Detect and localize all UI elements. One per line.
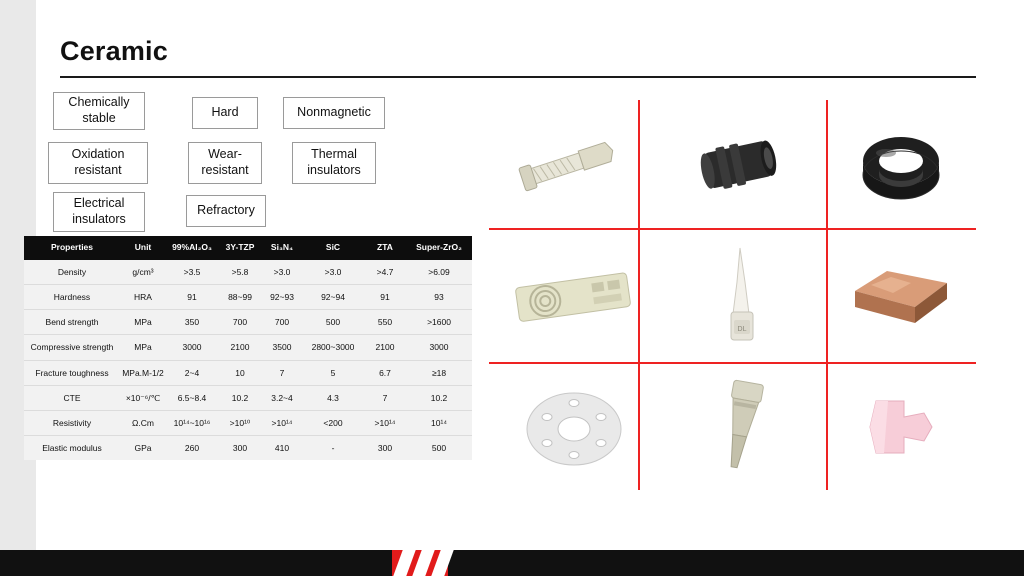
tag-label: Nonmagnetic <box>297 105 371 120</box>
table-cell-unit: ×10⁻⁶/℃ <box>120 385 166 410</box>
table-cell: 2800~3000 <box>302 335 364 360</box>
table-row <box>24 335 472 360</box>
table-cell: >4.7 <box>364 260 406 285</box>
table-cell: 300 <box>377 443 393 454</box>
table-cell: 700 <box>218 310 262 335</box>
table-cell: >3.5 <box>166 260 218 285</box>
table-cell: 91 <box>364 284 406 309</box>
tag-label: Thermal insulators <box>307 147 361 177</box>
table-cell-property: Compressive strength <box>24 335 120 360</box>
tag-hard <box>192 97 258 129</box>
table-cell: 3000 <box>166 335 218 360</box>
table-row <box>24 410 472 435</box>
ceramic-nozzle-photo <box>707 242 777 352</box>
table-cell: 7 <box>364 385 406 410</box>
table-cell: - <box>331 443 335 454</box>
tag-label: Electrical insulators <box>72 196 126 226</box>
table-cell: 5 <box>302 360 364 385</box>
table-cell: >10¹⁴ <box>364 410 406 435</box>
tag-label: Wear-resistant <box>201 147 249 177</box>
table-cell: ≥18 <box>406 360 472 385</box>
table-cell-unit: g/cm³ <box>120 260 166 285</box>
table-cell: 4.3 <box>302 385 364 410</box>
table-cell: 550 <box>364 310 406 335</box>
table-cell-property: Hardness <box>24 284 120 309</box>
table-cell: 3500 <box>262 335 302 360</box>
ceramic-cone-nozzle-photo <box>702 376 782 481</box>
photo-cell-3 <box>825 100 976 228</box>
table-header-cell: ZTA <box>364 236 406 260</box>
ceramic-pink-part-photo <box>846 383 956 473</box>
table-cell-unit: HRA <box>120 284 166 309</box>
table-cell: <200 <box>302 410 364 435</box>
ceramic-properties-table <box>24 236 472 460</box>
table-cell: 2100 <box>364 335 406 360</box>
table-cell: 500 <box>302 310 364 335</box>
table-cell: 260 <box>184 443 200 454</box>
table-header-cell: Properties <box>24 236 120 260</box>
page-title: Ceramic <box>60 36 168 66</box>
table-cell-property: Resistivity <box>24 410 120 435</box>
tag-label: Chemically stable <box>68 95 130 125</box>
table-cell: 91 <box>166 284 218 309</box>
grid-line-vertical-2 <box>826 100 828 490</box>
table-cell-property: Elastic modulus <box>42 443 102 454</box>
tag-wear-resistant <box>188 142 262 184</box>
table-cell: 3000 <box>406 335 472 360</box>
tag-label: Refractory <box>197 203 255 218</box>
table-cell: 500 <box>431 443 447 454</box>
table-header-cell: 99%Al₂O₃ <box>166 236 218 260</box>
table-header-cell: Unit <box>120 236 166 260</box>
grid-line-horizontal-2 <box>489 362 976 364</box>
table-cell: >10¹⁴ <box>262 410 302 435</box>
table-row <box>24 360 472 385</box>
table-row <box>24 385 472 410</box>
table-cell-unit: MPa <box>120 335 166 360</box>
table-cell-property: Fracture toughness <box>24 360 120 385</box>
tag-electrical-insulators <box>53 192 145 232</box>
table-header-cell: Super-ZrO₂ <box>406 236 472 260</box>
ceramic-bolt-photo <box>514 129 634 199</box>
table-cell: >5.8 <box>218 260 262 285</box>
table-cell: >3.0 <box>262 260 302 285</box>
photo-cell-7 <box>489 366 659 490</box>
product-photo-grid <box>489 100 976 490</box>
table-cell-unit: GPa <box>134 443 152 454</box>
grid-line-horizontal-1 <box>489 228 976 230</box>
table-cell: 7 <box>262 360 302 385</box>
table-cell-property: Bend strength <box>24 310 120 335</box>
table-row <box>24 260 472 285</box>
table-cell: >1600 <box>406 310 472 335</box>
table-cell: 350 <box>166 310 218 335</box>
table-cell: 410 <box>274 443 290 454</box>
photo-cell-4 <box>489 233 659 361</box>
tag-label: Oxidation resistant <box>71 147 125 177</box>
table-cell: >3.0 <box>302 260 364 285</box>
photo-cell-8 <box>664 366 819 490</box>
table-cell: 88~99 <box>218 284 262 309</box>
table-cell: >10¹⁰ <box>218 410 262 435</box>
bottom-black-bar-left <box>0 550 392 576</box>
table-row <box>24 284 472 309</box>
photo-cell-5 <box>664 233 819 361</box>
table-cell-property: CTE <box>24 385 120 410</box>
tag-thermal-insulators <box>292 142 376 184</box>
table-cell: 10.2 <box>406 385 472 410</box>
table-cell: 2~4 <box>166 360 218 385</box>
table-header-cell: 3Y-TZP <box>218 236 262 260</box>
table-cell-unit: MPa <box>120 310 166 335</box>
photo-cell-2 <box>664 100 819 228</box>
table-cell: 92~94 <box>302 284 364 309</box>
tag-chemically-stable <box>53 92 145 130</box>
svg-text:DL: DL <box>737 326 746 333</box>
ceramic-black-sleeve-photo <box>689 124 794 204</box>
table-cell: 10.2 <box>218 385 262 410</box>
table-cell: 3.2~4 <box>262 385 302 410</box>
table-cell-property: Density <box>24 260 120 285</box>
table-cell: >6.09 <box>406 260 472 285</box>
tag-label: Hard <box>211 105 239 120</box>
table-cell: 92~93 <box>262 284 302 309</box>
table-row <box>24 310 472 335</box>
table-cell: 6.5~8.4 <box>166 385 218 410</box>
table-cell: 10¹⁴~10¹⁶ <box>166 410 218 435</box>
table-cell-unit: MPa.M-1/2 <box>120 360 166 385</box>
photo-cell-9 <box>825 366 976 490</box>
ceramic-spiral-plate-photo <box>509 262 639 332</box>
bottom-black-bar-right <box>448 550 1024 576</box>
table-cell: 300 <box>232 443 248 454</box>
table-cell: 10¹⁴ <box>406 410 472 435</box>
tag-oxidation-resistant <box>48 142 148 184</box>
title-divider <box>60 76 976 78</box>
table-cell: 700 <box>262 310 302 335</box>
grid-line-vertical-1 <box>638 100 640 490</box>
tag-nonmagnetic <box>283 97 385 129</box>
photo-cell-1 <box>489 100 659 228</box>
table-cell: 93 <box>406 284 472 309</box>
table-cell: 6.7 <box>364 360 406 385</box>
ceramic-black-ring-photo <box>846 117 956 212</box>
photo-cell-6 <box>825 233 976 361</box>
table-cell: 2100 <box>218 335 262 360</box>
ceramic-perforated-disc-photo <box>519 381 629 476</box>
table-row <box>24 436 472 461</box>
table-header-row <box>24 236 472 260</box>
ceramic-brown-block-photo <box>841 257 961 337</box>
table-cell: 10 <box>218 360 262 385</box>
table-header-cell: SiC <box>302 236 364 260</box>
tag-refractory <box>186 195 266 227</box>
table-cell-unit: Ω.Cm <box>120 410 166 435</box>
table-header-cell: Si₃N₄ <box>262 236 302 260</box>
